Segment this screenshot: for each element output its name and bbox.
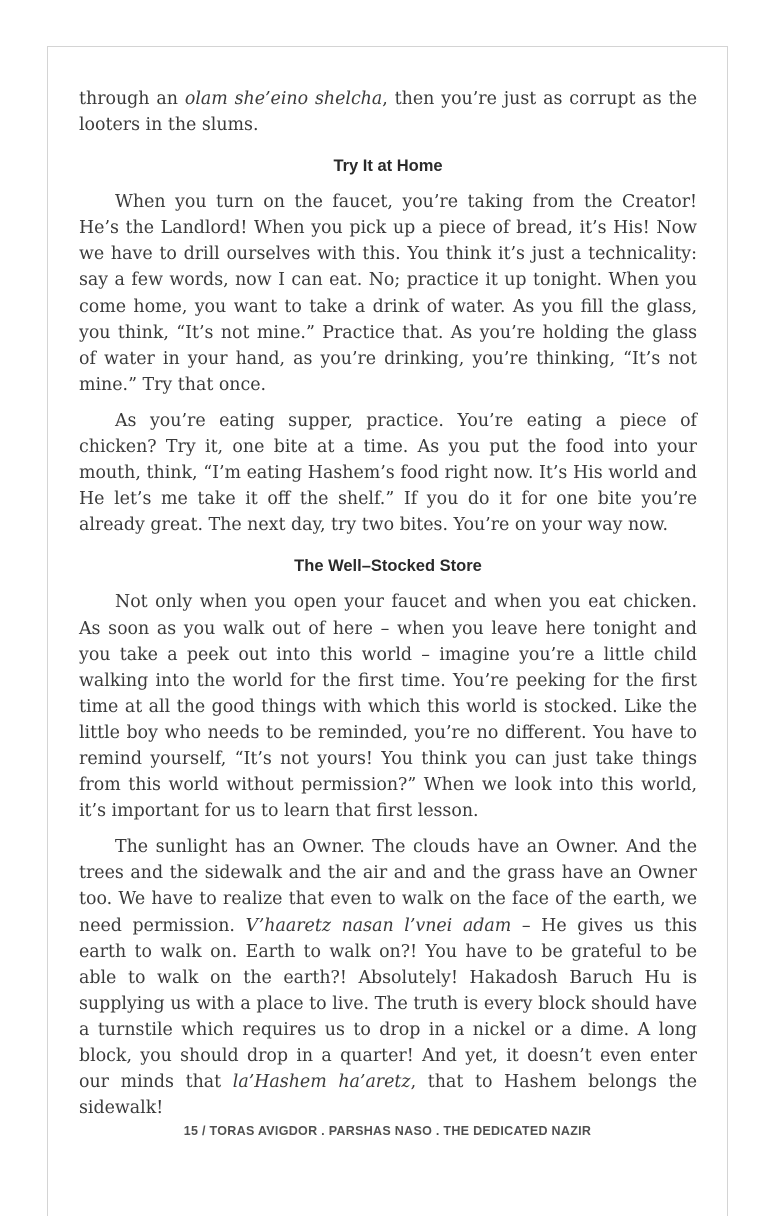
text-run: , that to Hashem belongs the sidewalk! xyxy=(79,1072,697,1119)
section-heading-try-it-at-home: Try It at Home xyxy=(333,157,443,176)
text-run: The sunlight has an Owner. The clouds have an Owner. And the trees and the sidewalk and the air and and the grass have an Owner too. We have to realize that even to walk on the face of the earth, we need permission. xyxy=(79,837,697,936)
italic-phrase: la’Hashem ha’aretz xyxy=(232,1072,411,1093)
text-run: – He gives us this earth to walk on. Earth to walk on?! You have to be grateful to be able to walk on the earth?! Absolutely! Hakadosh Baruch Hu is supplying us with a place to live. The truth is every block should have a turnstile which requires us to drop in a nickel or a dime. A long block, you should drop in a quarter! And yet, it doesn’t even enter our minds that xyxy=(79,915,698,1093)
paragraph: Not only when you open your faucet and when you eat chicken. As soon as you walk out of here – when you leave here tonight and you take a peek out into this world – imagine you’re a little child walking into the world for the first time. You’re peeking for the first time at all the good things with which this world is stocked. Like the little boy who needs to be reminded, you’re no different. You have to remind yourself, “It’s not yours! You think you can just take things from this world without permission?” When we look into this world, it’s important for us to learn that first lesson. xyxy=(79,592,697,822)
page-footer: 15 / TORAS AVIGDOR . PARSHAS NASO . THE DEDICATED NAZIR xyxy=(183,1124,592,1138)
italic-phrase: olam she’eino shelcha xyxy=(184,89,383,109)
paragraph-continuation xyxy=(79,86,697,138)
text-run: through an xyxy=(79,89,185,109)
section-heading-well-stocked-store: The Well–Stocked Store xyxy=(294,557,482,576)
paragraph xyxy=(79,834,697,1121)
text-run: , then you’re just as corrupt as the looters in the slums. xyxy=(79,89,698,136)
page-body xyxy=(79,86,697,1131)
italic-phrase: V’haaretz nasan l’vnei adam xyxy=(245,915,512,936)
paragraph: As you’re eating supper, practice. You’re eating a piece of chicken? Try it, one bite at a time. As you put the food into your mouth, think, “I’m eating Hashem’s food right now. It’s His world and He let’s me take it off the shelf.” If you do it for one bite you’re already great. The next day, try two bites. You’re on your way now. xyxy=(79,410,697,536)
paragraph: When you turn on the faucet, you’re taking from the Creator! He’s the Landlord! When you pick up a piece of bread, it’s His! Now we have to drill ourselves with this. You think it’s just a technicality: say a few words, now I can eat. No; practice it up tonight. When you come home, you want to take a drink of water. As you fill the glass, you think, “It’s not mine.” Practice that. As you’re holding the glass of water in your hand, as you’re drinking, you’re thinking, “It’s not mine.” Try that once. xyxy=(79,192,697,395)
